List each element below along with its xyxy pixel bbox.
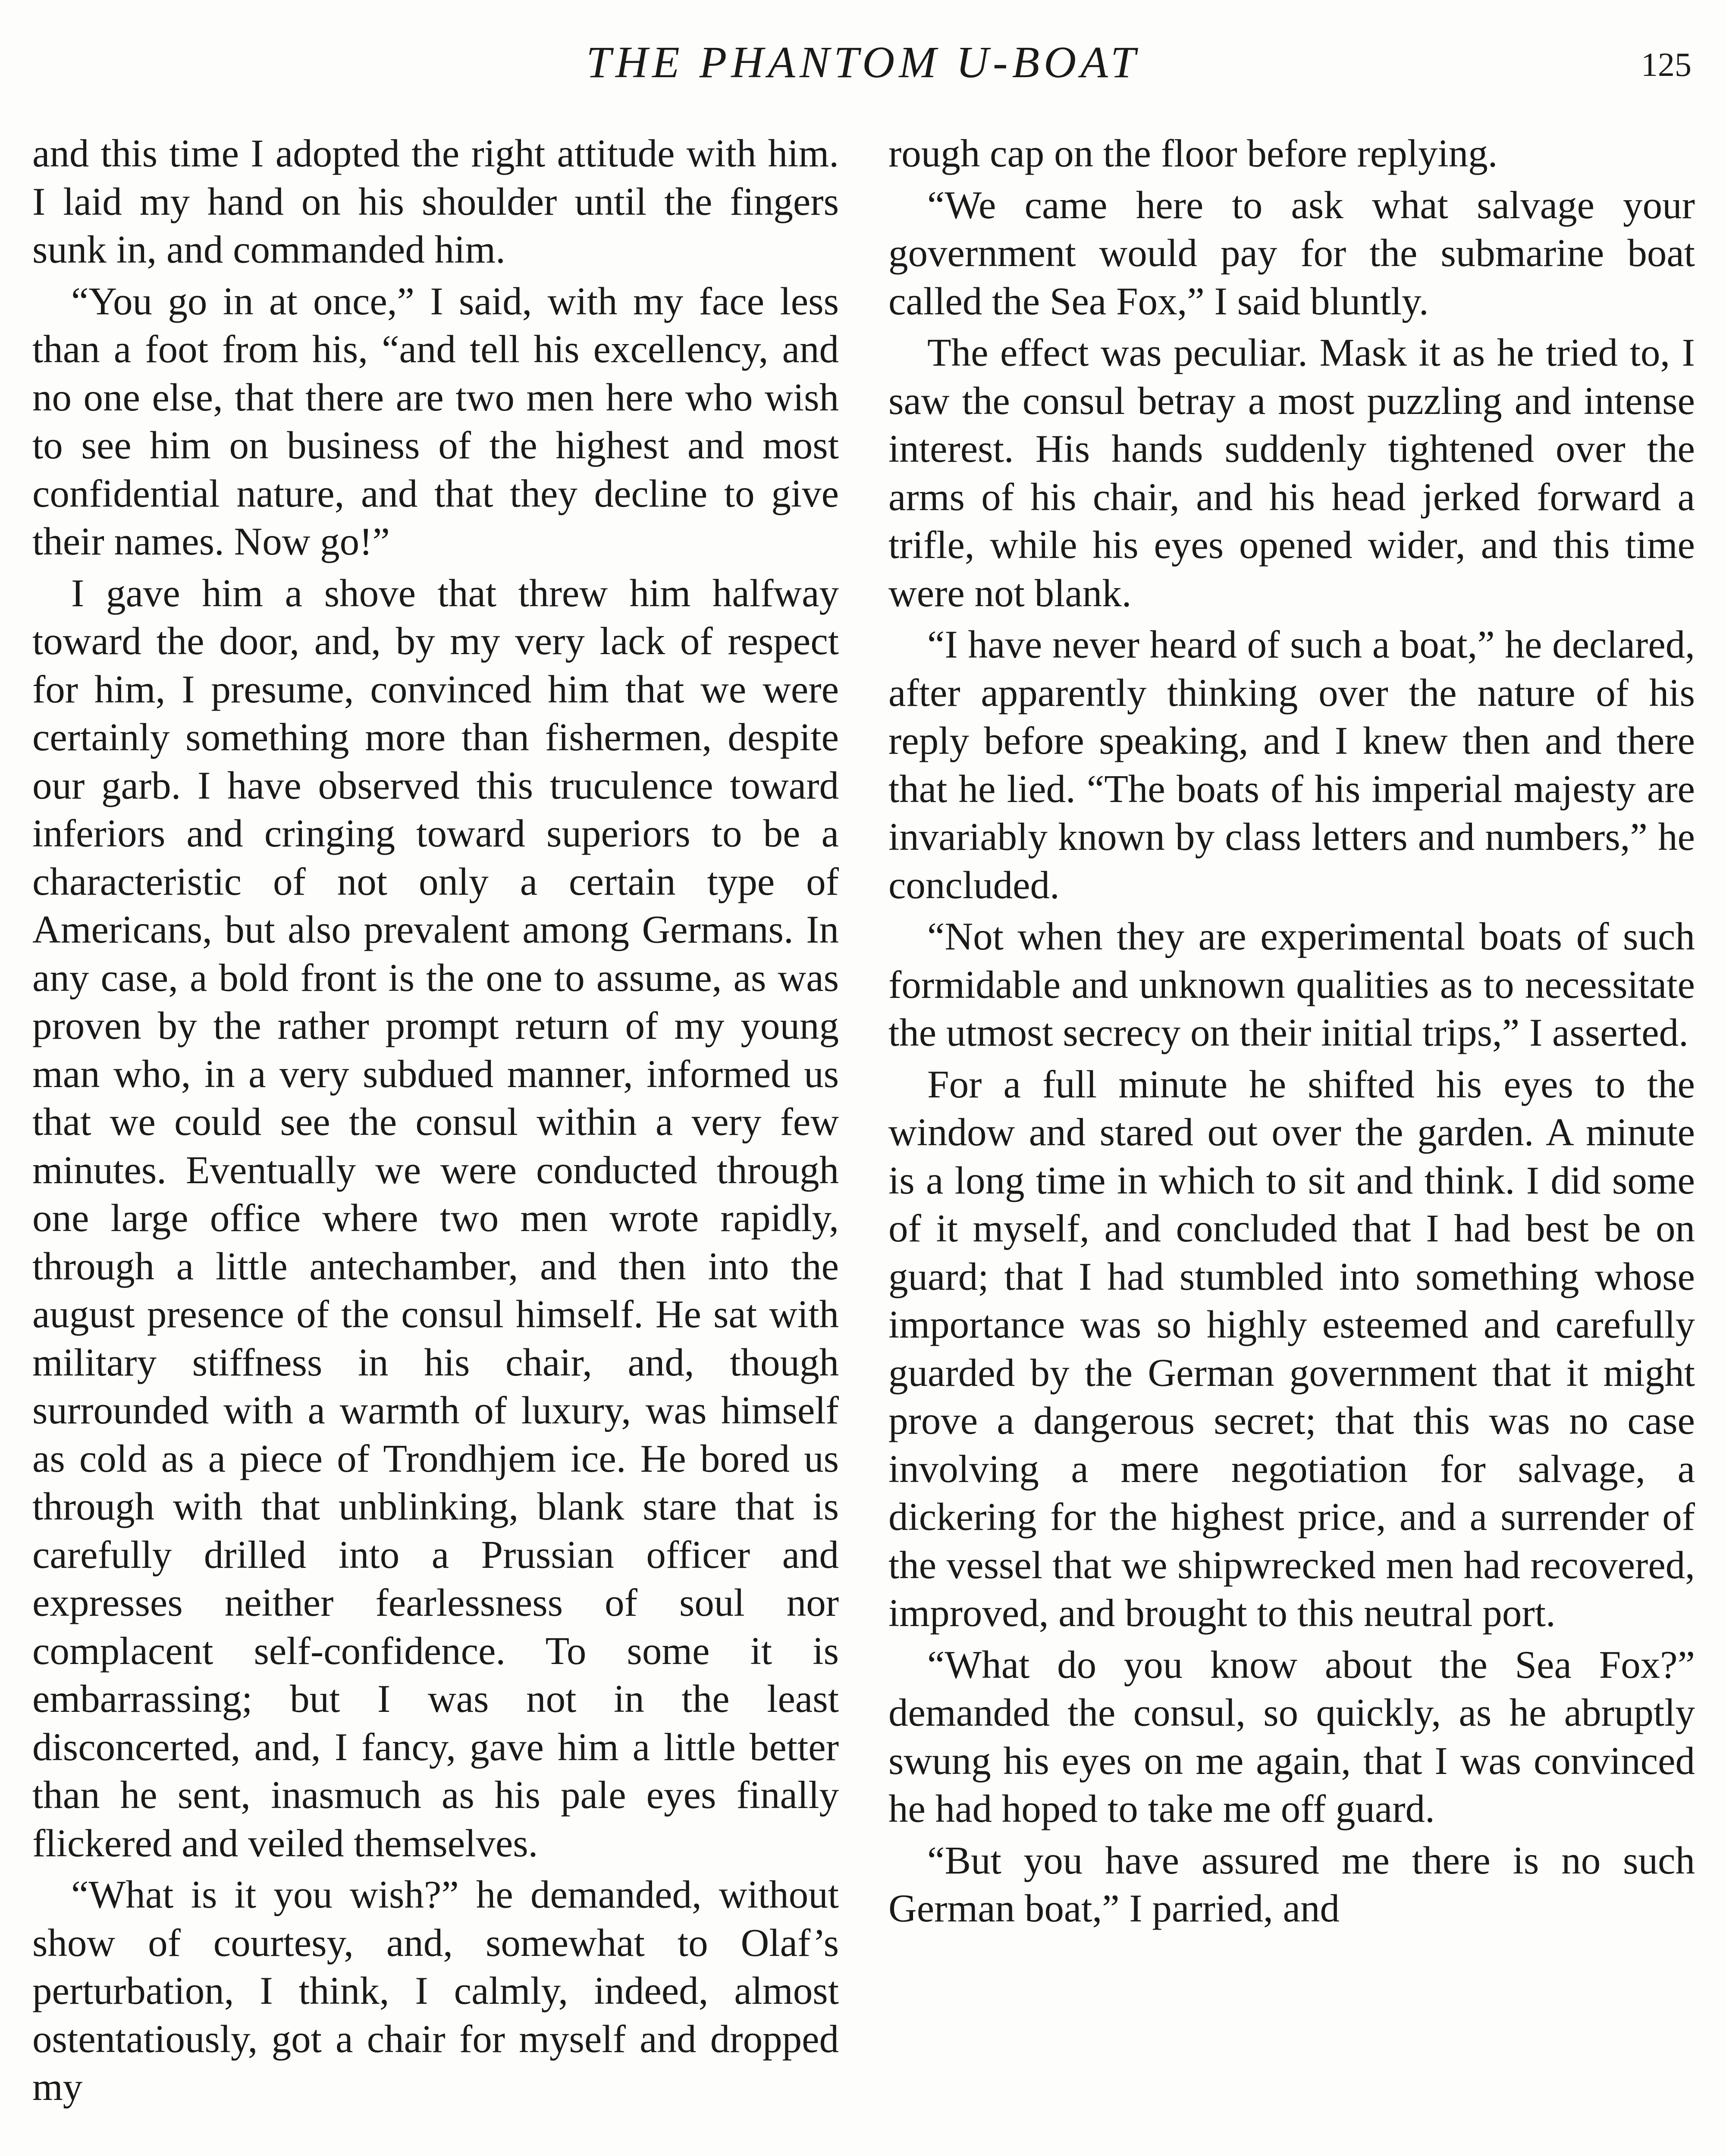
- paragraph: The effect was peculiar. Mask it as he tried to, I saw the consul betray a most puzzling and intense interest. His hands suddenly tightened over the arms of his chair, and his head jerked forward a trifle, while his eyes opened wider, and this time were not blank.: [888, 331, 1695, 615]
- page-header: [0, 24, 1726, 93]
- text-column-right: [888, 129, 1695, 2156]
- paragraph: I gave him a shove that threw him halfway toward the door, and, by my very lack of respect for him, I presume, convinced him that we were certainly something more than fishermen, despite our garb. I have observed this truculence toward inferiors and cringing toward superiors to be a characteristic of not only a certain type of Americans, but also prevalent among Germans. In any case, a bold front is the one to assume, as was proven by the rather prompt return of my young man who, in a very subdued manner, informed us that we could see the consul within a very few minutes. Eventually we were conducted through one large office where two men wrote rapidly, through a little antechamber, and then into the august presence of the consul himself. He sat with military stiffness in his chair, and, though surrounded with a warmth of luxury, was himself as cold as a piece of Trondhjem ice. He bored us through with that unblinking, blank stare that is carefully drilled into a Prussian officer and expresses neither fearlessness of soul nor complacent self-confidence. To some it is embarrassing; but I was not in the least disconcerted, and, I fancy, gave him a little better than he sent, inasmuch as his pale eyes finally flickered and veiled themselves.: [32, 571, 839, 1865]
- paragraph: and this time I adopted the right attitude with him. I laid my hand on his shoulder until the fingers sunk in, and commanded him.: [32, 132, 839, 271]
- paragraph: “What is it you wish?” he demanded, without show of courtesy, and, somewhat to Olaf’s perturbation, I think, I calmly, indeed, almost ostentatiously, got a chair for myself and dropped my: [32, 1873, 839, 2109]
- paragraph: “What do you know about the Sea Fox?” demanded the consul, so quickly, as he abruptly swung his eyes on me again, that I was convinced he had hoped to take me off guard.: [888, 1642, 1695, 1830]
- running-title: THE PHANTOM U-BOAT: [586, 38, 1140, 87]
- page-number: 125: [1641, 46, 1691, 83]
- paragraph: rough cap on the floor before replying.: [888, 132, 1498, 175]
- paragraph: “But you have assured me there is no such German boat,” I parried, and: [888, 1838, 1695, 1930]
- paragraph: “Not when they are experimental boats of such formidable and unknown qualities as to necessitate the utmost secrecy on their initial trips,” I asserted.: [888, 915, 1695, 1054]
- text-column-left: [32, 129, 839, 2156]
- paragraph: For a full minute he shifted his eyes to the window and stared out over the garden. A minute is a long time in which to sit and think. I did some of it myself, and concluded that I had best be on guard; that I had stumbled into something whose importance was so highly esteemed and carefully guarded by the German government that it might prove a dangerous secret; that this was no case involving a mere negotiation for salvage, a dickering for the highest price, and a surrender of the vessel that we shipwrecked men had recovered, improved, and brought to this neutral port.: [888, 1062, 1695, 1635]
- paragraph: “I have never heard of such a boat,” he declared, after apparently thinking over the nature of his reply before speaking, and I knew then and there that he lied. “The boats of his imperial majesty are invariably known by class letters and numbers,” he concluded.: [888, 623, 1695, 907]
- paragraph: “You go in at once,” I said, with my face less than a foot from his, “and tell his excellency, and no one else, that there are two men here who wish to see him on business of the highest and most confidential nature, and that they decline to give their names. Now go!”: [32, 279, 839, 563]
- paragraph: “We came here to ask what salvage your government would pay for the submarine boat called the Sea Fox,” I said bluntly.: [888, 183, 1695, 323]
